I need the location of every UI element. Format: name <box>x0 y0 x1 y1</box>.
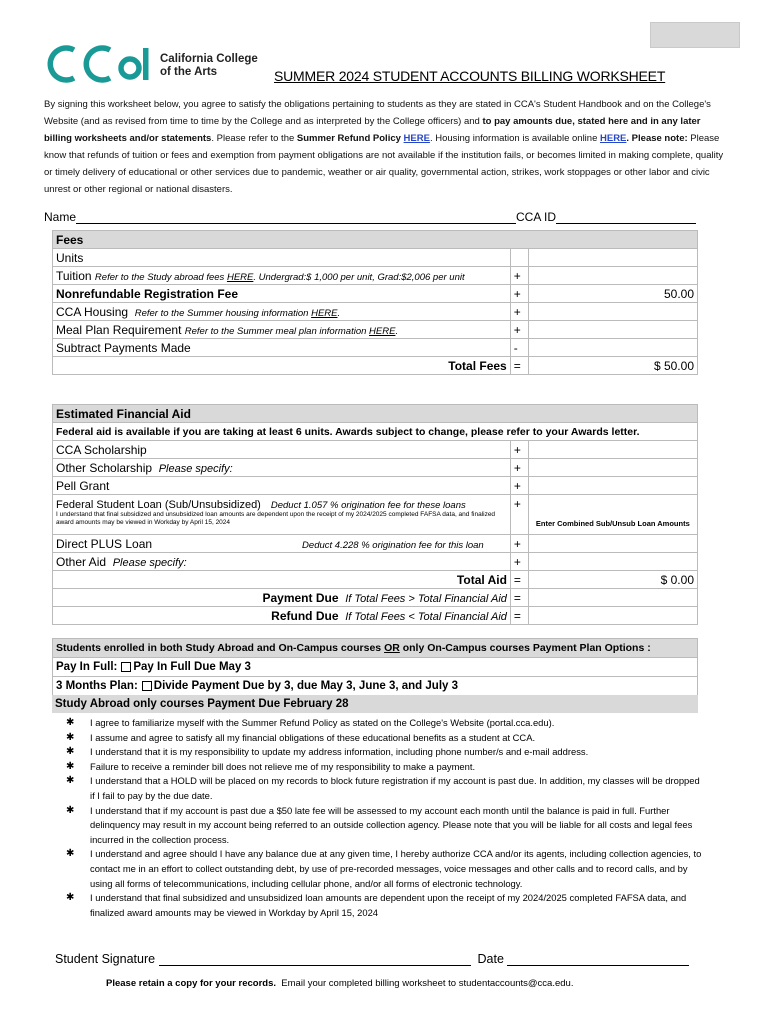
term-item <box>66 804 706 848</box>
college-line-1: California College <box>160 53 258 65</box>
term-item <box>66 745 706 760</box>
meal-plan-label: Meal Plan Requirement <box>56 322 182 337</box>
three-month-row <box>53 677 698 696</box>
other-aid-label: Other Aid <box>56 554 107 569</box>
tuition-note-2: . Undergrad:$ 1,000 per unit, Grad:$2,006 per unit <box>253 271 465 283</box>
intro-bold-1: to pay amounts due, stated here and in any later billing worksheets and/or statements <box>44 116 701 145</box>
plan-heading-or: OR <box>384 642 400 654</box>
equals-sign: = <box>510 571 528 589</box>
plus-sign: + <box>510 477 528 495</box>
refund-due-input[interactable] <box>528 607 697 625</box>
intro-bold-2: Summer Refund Policy <box>296 133 401 145</box>
payments-made-input[interactable] <box>528 339 697 357</box>
asterisk-icon: ✱ <box>66 717 75 728</box>
term-item <box>66 847 706 891</box>
total-aid-label: Total Aid <box>53 571 511 589</box>
cca-id-field[interactable] <box>556 211 696 224</box>
tuition-input[interactable] <box>528 267 697 285</box>
financial-aid-table <box>52 404 698 625</box>
student-signature-label: Student Signature <box>55 952 156 966</box>
refund-policy-link[interactable]: HERE <box>403 133 430 145</box>
equals-sign: = <box>510 589 528 607</box>
asterisk-icon: ✱ <box>66 731 75 743</box>
footer-text: Email your completed billing worksheet to studentaccounts@cca.edu. <box>276 978 574 989</box>
name-row <box>44 210 698 224</box>
pay-in-full-row <box>53 658 698 677</box>
header-blank-box <box>650 22 740 48</box>
plus-loan-label: Direct PLUS Loan <box>56 536 153 551</box>
term-item <box>66 891 706 920</box>
intro-bold-3: . Please note: <box>626 133 688 145</box>
plus-sign: + <box>510 535 528 553</box>
registration-fee-label: Nonrefundable Registration Fee <box>53 285 511 303</box>
summer-housing-link[interactable]: HERE <box>311 307 338 319</box>
refund-due-note: If Total Fees < Total Financial Aid <box>345 610 507 623</box>
payment-due-input[interactable] <box>528 589 697 607</box>
footer-bold: Please retain a copy for your records. <box>106 978 277 989</box>
page-title: SUMMER 2024 STUDENT ACCOUNTS BILLING WORKSHEET <box>274 68 666 84</box>
meal-plan-input[interactable] <box>528 321 697 339</box>
loan-disclaimer: I understand that final subsidized and unsubsidized loan amounts are dependent upon the receipt of my 2024/2025 completed FAFSA data, and finalized award amounts may be viewed in Workday by April 15, 2024 <box>56 511 496 526</box>
asterisk-icon: ✱ <box>66 892 75 904</box>
student-signature-field[interactable] <box>159 953 471 966</box>
housing-input[interactable] <box>528 303 697 321</box>
refund-due-label: Refund Due <box>271 608 339 623</box>
college-line-2: of the Arts <box>160 66 218 78</box>
term-text: I understand and agree should I have any balance due at any given time, I hereby authorize CCA and/or its agents, including collection agencies, to contact me in an effort to collect outstanding debt, by use of pre-recorded messages, voice messages and other calls and to record calls, and by using all forms of telecommunications, including cellular phone, and/or all forms of electronic technology. <box>90 848 702 889</box>
terms-list <box>66 716 706 920</box>
term-text: I understand that a HOLD will be placed on my records to block future registration if my account is past due. In addition, my classes will be dropped if I fail to pay by the due date. <box>90 775 700 801</box>
signature-row <box>55 952 689 966</box>
pell-grant-input[interactable] <box>528 477 697 495</box>
cca-scholarship-label: CCA Scholarship <box>53 441 511 459</box>
federal-loan-label: Federal Student Loan (Sub/Unsubsidized) <box>56 499 261 511</box>
name-label: Name <box>44 210 77 224</box>
college-name <box>160 53 258 79</box>
term-text: I assume and agree to satisfy all my financial obligations of these educational benefits as a student at CCA. <box>90 731 536 743</box>
plus-sign: + <box>510 303 528 321</box>
housing-note-2: . <box>337 307 341 319</box>
subtract-payments-label: Subtract Payments Made <box>53 339 511 357</box>
pay-in-full-text: Pay In Full Due May 3 <box>133 661 251 673</box>
three-month-label: 3 Months Plan: <box>56 680 138 692</box>
units-input[interactable] <box>528 249 697 267</box>
meal-note: Refer to the Summer meal plan information <box>184 325 370 337</box>
plan-heading-b: only On-Campus courses Payment Plan Options : <box>399 642 651 654</box>
payment-due-note: If Total Fees > Total Financial Aid <box>345 592 507 605</box>
intro-paragraph <box>44 96 724 199</box>
housing-link[interactable]: HERE <box>600 133 627 145</box>
registration-fee-amount: 50.00 <box>528 285 697 303</box>
housing-note: Refer to the Summer housing information <box>134 307 312 319</box>
asterisk-icon: ✱ <box>66 746 75 758</box>
cca-logo <box>44 44 154 84</box>
three-month-checkbox[interactable] <box>142 681 152 691</box>
asterisk-icon: ✱ <box>66 760 75 772</box>
aid-heading: Estimated Financial Aid <box>53 405 698 423</box>
plus-sign: + <box>510 553 528 571</box>
combined-loan-input[interactable]: Enter Combined Sub/Unsub Loan Amounts <box>528 495 697 535</box>
federal-aid-note: Federal aid is available if you are taking at least 6 units. Awards subject to change, please refer to your Awards letter. <box>53 423 698 441</box>
plus-sign: + <box>510 441 528 459</box>
please-specify: Please specify: <box>158 462 233 475</box>
total-fees-amount: $ 50.00 <box>528 357 697 375</box>
term-text: Failure to receive a reminder bill does not relieve me of my responsibility to make a payment. <box>90 760 476 772</box>
term-item <box>66 760 706 775</box>
three-month-text: Divide Payment Due by 3, due May 3, June 3, and July 3 <box>153 680 458 692</box>
meal-note-2: . <box>395 325 399 337</box>
plus-sign: + <box>510 495 528 535</box>
intro-text-3: . Housing information is available online <box>429 133 600 145</box>
federal-loan-note: Deduct 1.057 % origination fee for these loans <box>270 500 466 511</box>
payment-plan-table <box>52 638 698 696</box>
payment-plan-heading <box>53 639 698 658</box>
term-text: I understand that if my account is past due a $50 late fee will be assessed to my account each month until the balance is paid in full. Further delinquency may result in my account being referred to an outside collection agency. Please note that you will be liable for all costs and legal fees incurred in the collection process. <box>90 804 693 845</box>
date-field[interactable] <box>507 953 689 966</box>
asterisk-icon: ✱ <box>66 775 75 787</box>
term-item <box>66 774 706 803</box>
minus-sign: - <box>510 339 528 357</box>
intro-text-2: . Please refer to the <box>211 133 297 145</box>
term-text: I agree to familiarize myself with the Summer Refund Policy as stated on the College's Website (portal.cca.edu). <box>90 717 555 728</box>
meal-plan-link[interactable]: HERE <box>369 325 396 337</box>
pay-in-full-label: Pay In Full: <box>56 661 118 673</box>
total-aid-amount: $ 0.00 <box>528 571 697 589</box>
equals-sign: = <box>510 357 528 375</box>
units-label: Units <box>53 249 511 267</box>
date-label: Date <box>477 952 504 966</box>
pay-in-full-checkbox[interactable] <box>121 662 131 672</box>
cca-id-label: CCA ID <box>516 210 557 224</box>
term-text: I understand that final subsidized and unsubsidized loan amounts are dependent upon the receipt of my 2024/2025 completed FAFSA data, and finalized award amounts may be viewed in Workday by April 15, 2024 <box>90 892 687 918</box>
plus-sign: + <box>510 459 528 477</box>
other-scholarship-input[interactable] <box>528 459 697 477</box>
please-specify: Please specify: <box>112 556 187 569</box>
payment-due-label: Payment Due <box>262 590 339 605</box>
plus-sign: + <box>510 267 528 285</box>
term-text: I understand that it is my responsibility to update my address information, including phone number/s and e-mail address. <box>90 746 589 758</box>
intro-text-4: Please know that refunds of tuition or fees and exemption from payment obligations are not available if the institution fails, or becomes limited in making complete, quality or timely delivery of educational or other services due to pandemic, weather or air quality, governmental action, strikes, work stoppages or other labor and civic unrest or other regional or national disasters. <box>44 133 724 196</box>
other-scholarship-label: Other Scholarship <box>56 460 153 475</box>
tuition-note: Refer to the Study abroad fees <box>94 271 227 283</box>
cca-scholarship-input[interactable] <box>528 441 697 459</box>
plus-loan-note: Deduct 4.228 % origination fee for this loan <box>302 539 484 551</box>
plus-loan-input[interactable] <box>528 535 697 553</box>
equals-sign: = <box>510 607 528 625</box>
plus-sign: + <box>510 321 528 339</box>
fees-table <box>52 230 698 375</box>
asterisk-icon: ✱ <box>66 848 75 860</box>
intro-text-1: By signing this worksheet below, you agree to satisfy the obligations pertaining to students as they are stated in CCA's Student Handbook and on the College's Website (and as revised from time to time by the College and as interpreted by the College officers) and <box>44 99 711 128</box>
fees-heading: Fees <box>53 231 698 249</box>
term-item <box>66 731 706 746</box>
term-item <box>66 716 706 731</box>
plan-heading-a: Students enrolled in both Study Abroad and On-Campus courses <box>56 642 385 654</box>
name-field[interactable] <box>76 211 516 224</box>
study-abroad-fees-link[interactable]: HERE <box>226 271 254 283</box>
footer-note <box>106 978 573 989</box>
tuition-label: Tuition <box>56 268 92 283</box>
other-aid-input[interactable] <box>528 553 697 571</box>
housing-label: CCA Housing <box>56 304 129 319</box>
pell-grant-label: Pell Grant <box>53 477 511 495</box>
plus-sign: + <box>510 285 528 303</box>
asterisk-icon: ✱ <box>66 804 75 816</box>
study-abroad-note: Study Abroad only courses Payment Due February 28 <box>52 695 698 713</box>
total-fees-label: Total Fees <box>53 357 511 375</box>
